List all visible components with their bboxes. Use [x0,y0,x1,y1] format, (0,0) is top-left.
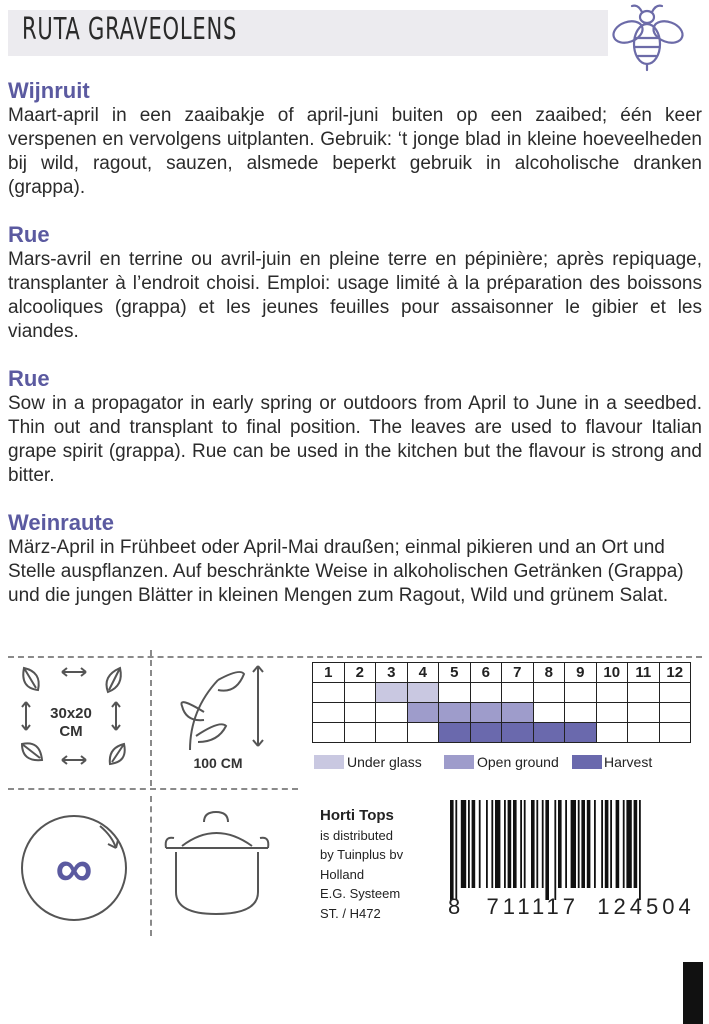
distributor-line: by Tuinplus bv [320,847,404,862]
calendar-month-header: 5 [439,663,471,683]
spacing-icon [12,664,142,779]
legend-swatch-harvest [572,755,602,769]
barcode-left-group: 711117 [486,894,580,919]
barcode-bar [616,800,620,888]
calendar-month-header: 6 [470,663,502,683]
section-english [8,366,702,488]
cooking-pot-icon [160,806,290,926]
barcode-bar [461,800,466,888]
barcode-bar [504,800,506,888]
calendar-month-header: 2 [344,663,376,683]
perennial-infinity-icon [14,806,138,930]
barcode-bar [581,800,585,888]
calendar-cell [344,703,376,723]
distributor-line: is distributed [320,827,393,843]
distributor-line: E.G. Systeem [320,886,401,901]
calendar-month-header: 3 [376,663,408,683]
divider [8,788,298,790]
plant-height-icon [160,660,290,780]
calendar-cell [565,723,597,743]
barcode-bar [558,800,562,888]
barcode-bar [601,800,603,888]
section-title: Rue [8,222,50,247]
section-body: Maart-april in een zaaibakje of april-juni buiten op een zaaibed; één keer verspenen en vervolgens uitplanten. Gebruik: ‘t jonge blad in kleine hoeveelheden bij wild, ragout, sauzen, alsmede beperkt gebruik in alcoholische dranken (grappa). [8,105,702,198]
barcode-bar [455,800,457,900]
calendar-month-header: 9 [565,663,597,683]
barcode-bar [508,800,512,888]
divider [8,656,702,658]
calendar-cell [376,723,408,743]
spacing-unit: CM [59,723,83,740]
barcode-bar [610,800,612,888]
barcode-bar [594,800,596,888]
barcode-bar [479,800,481,888]
barcode-bar [634,800,638,888]
barcode-bar [605,800,609,888]
barcode-bar [486,800,488,888]
calendar-cell [659,723,691,743]
barcode-bar [639,800,641,900]
species-name: RUTA GRAVEOLENS [22,12,238,47]
barcode-bar [450,800,454,900]
calendar-month-header: 11 [628,663,660,683]
sowing-calendar [312,662,691,743]
calendar-cell [502,723,534,743]
barcode-bar [578,800,580,888]
barcode-bar [542,800,544,888]
divider [150,796,152,936]
calendar-cell [659,703,691,723]
calendar-cell [502,703,534,723]
calendar-month-header: 12 [659,663,691,683]
brand-name: Horti Tops [320,807,394,824]
calendar-cell [628,723,660,743]
print-mark [683,962,703,1024]
section-german [8,510,702,608]
calendar-cell [470,703,502,723]
section-dutch [8,78,702,200]
calendar-cell [344,683,376,703]
barcode-bar [531,800,535,888]
legend-swatch-under-glass [314,755,344,769]
calendar-cell [659,683,691,703]
barcode-bar [536,800,538,888]
calendar-cell [376,703,408,723]
calendar-legend [312,752,702,774]
calendar-month-header: 10 [596,663,628,683]
section-body: Sow in a propagator in early spring or outdoors from April to June in a seedbed. Thin out and transplant to final position. The leaves are used to flavour Italian grape spirit (grappa). Rue can be used in the kitchen but the flavour is strong and bitter. [8,393,702,486]
calendar-cell [596,683,628,703]
calendar-cell [533,683,565,703]
section-title: Rue [8,366,50,391]
calendar-cell [565,683,597,703]
section-title: Wijnruit [8,78,90,103]
barcode [450,800,702,900]
calendar-cell [439,683,471,703]
legend-label: Under glass [347,754,422,770]
barcode-bar [554,800,556,900]
section-body: Mars-avril en terrine ou avril-juin en pleine terre en pépinière; après repiquage, transplanter à l’endroit choisi. Emploi: usage limité à la préparation des boissons alcooliques (grappa) et les jeunes feuilles pour assaisonner le gibier et les viandes. [8,249,702,342]
calendar-cell [596,723,628,743]
calendar-cell [502,683,534,703]
infinity-symbol: ∞ [55,840,93,898]
calendar-month-header: 4 [407,663,439,683]
barcode-bar [495,800,500,888]
legend-label: Harvest [604,754,653,770]
barcode-bar [468,800,470,888]
calendar-cell [596,703,628,723]
barcode-bar [565,800,567,888]
calendar-cell [533,703,565,723]
barcode-bar [491,800,493,888]
distributor-line: Holland [320,866,365,882]
calendar-month-header: 1 [313,663,345,683]
calendar-cell [344,723,376,743]
calendar-cell [313,703,345,723]
barcode-bar [587,800,591,888]
distributor-line: ST. / H472 [320,905,381,921]
barcode-bar [626,800,631,888]
bee-icon [612,2,688,72]
section-body: März-April in Frühbeet oder April-Mai draußen; einmal pikieren und an Ort und Stelle auspflanzen. Auf beschränkte Weise in alkoholischen Getränken (Grappa) und die jungen Blätter in kleinen Mengen zum Ragout, Wild und grünem Salat. [8,537,684,606]
calendar-cell [407,723,439,743]
barcode-first-digit: 8 [448,894,461,919]
calendar-cell [470,683,502,703]
calendar-cell [407,703,439,723]
calendar-cell [565,703,597,723]
section-french [8,222,702,344]
calendar-cell [313,723,345,743]
barcode-bar [472,800,476,888]
calendar-month-header: 7 [502,663,534,683]
calendar-cell [470,723,502,743]
calendar-month-header: 8 [533,663,565,683]
section-title: Weinraute [8,510,114,535]
barcode-bar [545,800,549,900]
calendar-cell [313,683,345,703]
height-label: 100 CM [193,755,243,771]
calendar-cell [439,703,471,723]
legend-label: Open ground [477,754,559,770]
calendar-cell [376,683,408,703]
calendar-cell [628,683,660,703]
barcode-digits [448,894,695,920]
calendar-cell [439,723,471,743]
calendar-cell [533,723,565,743]
barcode-bar [513,800,517,888]
divider [150,650,152,786]
barcode-bar [520,800,522,888]
barcode-bar [623,800,625,888]
distributor-info [320,806,403,923]
barcode-bar [524,800,526,888]
calendar-cell [407,683,439,703]
barcode-bar [571,800,576,888]
barcode-right-group: 124504 [597,894,695,919]
spacing-label: 30x20 [50,705,92,722]
calendar-cell [628,703,660,723]
legend-swatch-open-ground [444,755,474,769]
